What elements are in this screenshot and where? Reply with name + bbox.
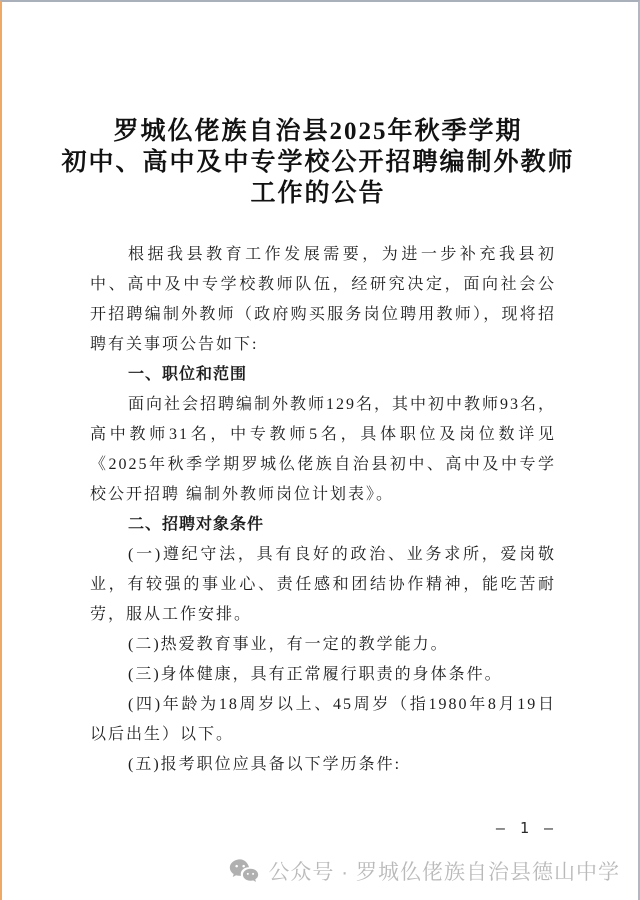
page-number: — 1 — [495,819,556,837]
section-heading: 一、职位和范围 [128,366,248,383]
paragraph: (四)年龄为18周岁以上、45周岁（指1980年8月19日以后出生）以下。 [90,696,556,743]
paragraph: (一)遵纪守法，具有良好的政治、业务求所，爱岗敬业，有较强的事业心、责任感和团结协作精神，能吃苦耐劳，服从工作安排。 [90,546,556,623]
paragraph: 面向社会招聘编制外教师129名，其中初中教师93名，高中教师31名，中专教师5名，具体职位及岗位数详见《2025年秋季学期罗城仫佬族自治县初中、高中及中专学校公开招聘 编制外教师岗位计划表》。 [90,396,557,503]
title-line: 工作的公告 [250,180,386,207]
section-heading: 二、招聘对象条件 [128,516,265,533]
watermark-text: 公众号 · 罗城仫佬族自治县德山中学 [268,861,620,884]
paragraph: (五)报考职位应具备以下学历条件: [128,756,402,773]
paragraph: (二)热爱教育事业，有一定的教学能力。 [128,636,449,653]
paragraph: 根据我县教育工作发展需要，为进一步补充我县初中、高中及中专学校教师队伍，经研究决定，面向社会公开招聘编制外教师（政府购买服务岗位聘用教师），现将招聘有关事项公告如下: [90,246,556,353]
title-line: 罗城仫佬族自治县2025年秋季学期 [113,118,523,145]
title-line: 初中、高中及中专学校公开招聘编制外教师 [61,149,575,176]
watermark [229,856,620,886]
wechat-icon [229,858,259,884]
document-title [42,116,594,209]
document-body [90,240,556,780]
paragraph: (三)身体健康，具有正常履行职责的身体条件。 [128,666,503,683]
